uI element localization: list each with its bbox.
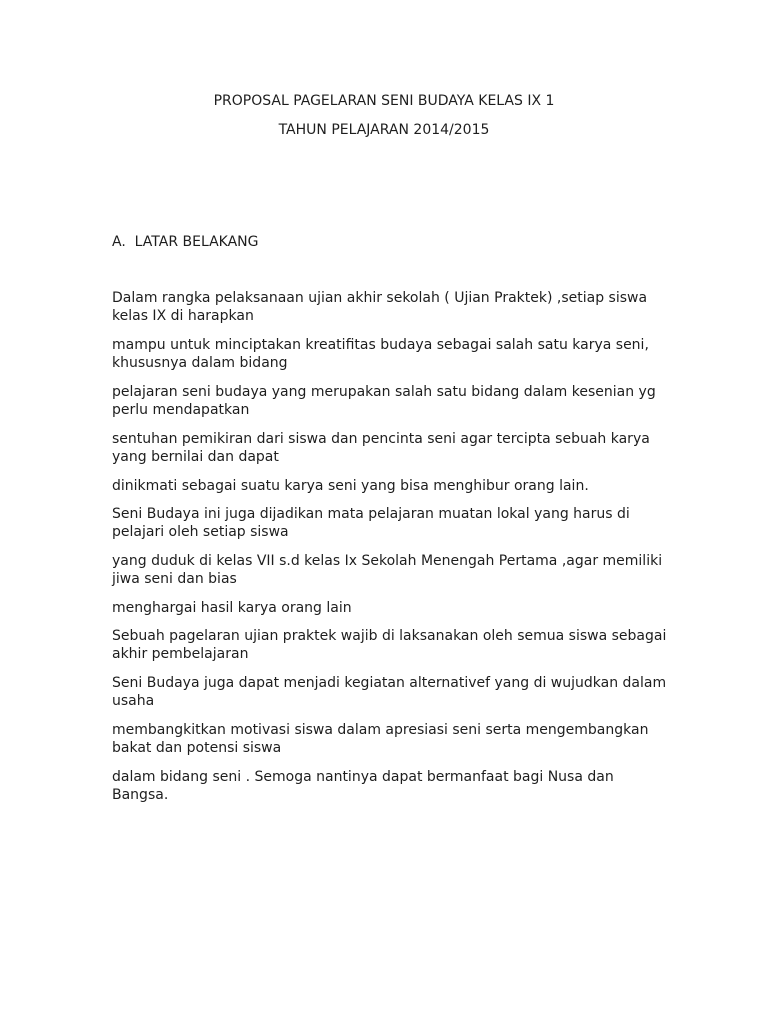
paragraph: Seni Budaya ini juga dijadikan mata pelajaran muatan lokal yang harus di pelajari oleh setiap siswa	[112, 506, 630, 540]
paragraph: pelajaran seni budaya yang merupakan salah satu bidang dalam kesenian yg perlu mendapatkan	[112, 384, 656, 418]
document-subtitle: TAHUN PELAJARAN 2014/2015	[278, 122, 490, 138]
section-heading: A. LATAR BELAKANG	[112, 234, 259, 250]
paragraph: Dalam rangka pelaksanaan ujian akhir sekolah ( Ujian Praktek) ,setiap siswa kelas IX di harapkan	[112, 290, 648, 324]
paragraph: Seni Budaya juga dapat menjadi kegiatan alternativef yang di wujudkan dalam usaha	[112, 675, 667, 709]
document-title: PROPOSAL PAGELARAN SENI BUDAYA KELAS IX 1	[213, 93, 555, 109]
paragraph: mampu untuk minciptakan kreatifitas budaya sebagai salah satu karya seni, khususnya dalam bidang	[112, 337, 649, 371]
paragraph: menghargai hasil karya orang lain	[112, 600, 352, 616]
paragraph: dinikmati sebagai suatu karya seni yang bisa menghibur orang lain.	[112, 478, 589, 494]
document-body	[112, 289, 672, 814]
paragraph: Sebuah pagelaran ujian praktek wajib di laksanakan oleh semua siswa sebagai akhir pembelajaran	[112, 628, 667, 662]
paragraph: membangkitkan motivasi siswa dalam apresiasi seni serta mengembangkan bakat dan potensi siswa	[112, 722, 649, 756]
paragraph: dalam bidang seni . Semoga nantinya dapat bermanfaat bagi Nusa dan Bangsa.	[112, 769, 614, 803]
paragraph: yang duduk di kelas VII s.d kelas Ix Sekolah Menengah Pertama ,agar memiliki jiwa seni dan bias	[112, 553, 663, 587]
paragraph: sentuhan pemikiran dari siswa dan pencinta seni agar tercipta sebuah karya yang bernilai dan dapat	[112, 431, 650, 465]
